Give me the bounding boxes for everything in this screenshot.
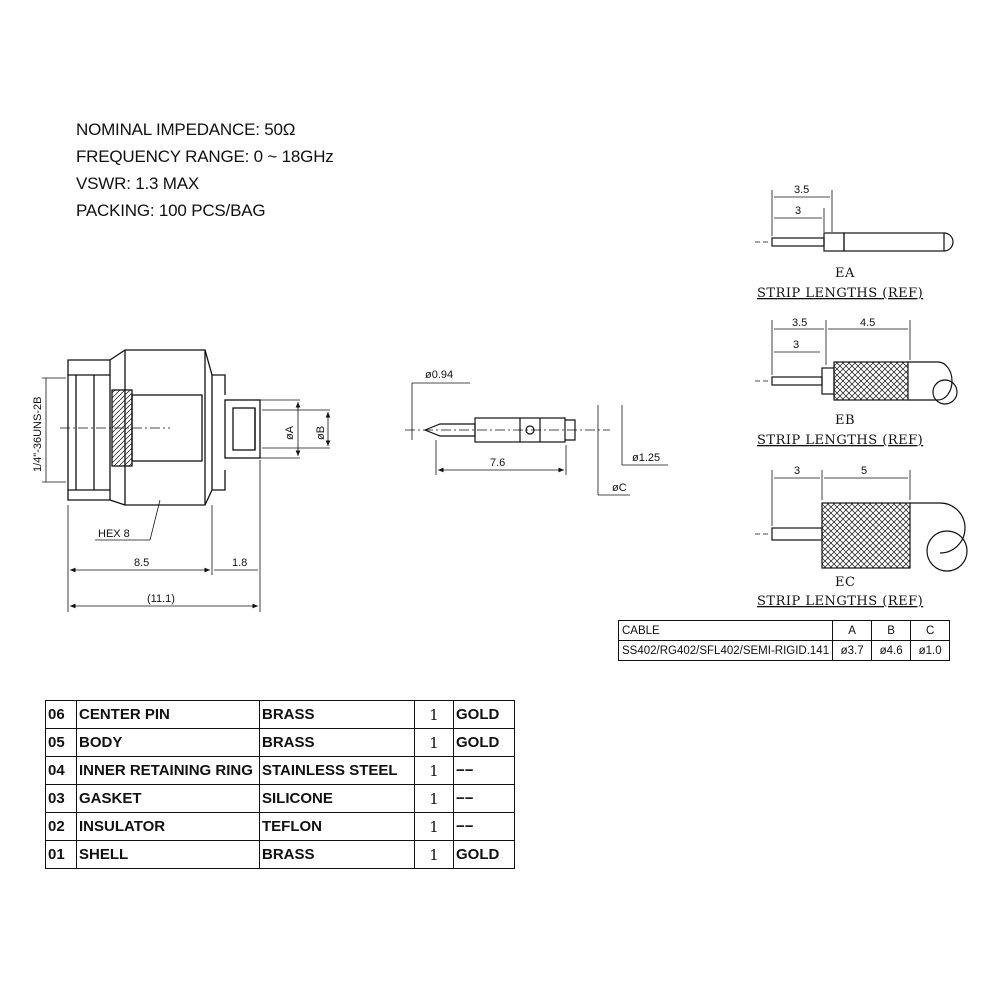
strip-eb-d2: 4.5 xyxy=(860,317,876,329)
cable-c: ø1.0 xyxy=(911,641,950,661)
bom-row xyxy=(46,813,515,841)
hex-label: HEX 8 xyxy=(98,528,130,540)
bom-name: INNER RETAINING RING xyxy=(77,757,260,785)
strip-eb-d3: 3 xyxy=(793,339,800,351)
spec-frequency: FREQUENCY RANGE: 0 ~ 18GHz xyxy=(76,147,334,166)
bom-no: 05 xyxy=(46,729,77,757)
bom-qty: 1 xyxy=(415,813,454,841)
bom-qty: 1 xyxy=(415,841,454,869)
bom-finish: −− xyxy=(454,757,515,785)
bom-material: SILICONE xyxy=(260,785,415,813)
thread-label: 1/4"-36UNS-2B xyxy=(32,396,44,472)
bom-material: BRASS xyxy=(260,841,415,869)
bom-name: GASKET xyxy=(77,785,260,813)
strip-ea-d2: 3 xyxy=(795,205,802,217)
strip-eb-caption: STRIP LENGTHS (REF) xyxy=(757,433,924,448)
bom-name: SHELL xyxy=(77,841,260,869)
pin-dia-c-label: øC xyxy=(612,482,627,494)
bom-qty: 1 xyxy=(415,785,454,813)
bom-material: TEFLON xyxy=(260,813,415,841)
bom-material: BRASS xyxy=(260,729,415,757)
cable-table xyxy=(618,620,950,661)
bill-of-materials xyxy=(45,700,515,869)
strip-eb-d1: 3.5 xyxy=(792,317,808,329)
spec-vswr: VSWR: 1.3 MAX xyxy=(76,174,200,193)
strip-ea-caption: STRIP LENGTHS (REF) xyxy=(757,286,924,301)
pin-dia-tip-label: ø0.94 xyxy=(425,369,454,381)
center-pin-drawing xyxy=(405,418,610,442)
strip-ea-drawing xyxy=(755,233,953,251)
bom-row xyxy=(46,701,515,729)
dim-total-label: (11.1) xyxy=(147,593,175,605)
dim-tail-label: 1.8 xyxy=(232,557,248,569)
strip-ec-drawing xyxy=(755,503,967,571)
dia-a-label: øA xyxy=(284,425,296,440)
cable-header-a: A xyxy=(833,621,872,641)
bom-no: 06 xyxy=(46,701,77,729)
bom-finish: GOLD xyxy=(454,701,515,729)
bom-name: BODY xyxy=(77,729,260,757)
spec-packing: PACKING: 100 PCS/BAG xyxy=(76,201,266,220)
bom-no: 02 xyxy=(46,813,77,841)
bom-row xyxy=(46,729,515,757)
cable-table-row xyxy=(619,641,950,661)
bom-finish: GOLD xyxy=(454,841,515,869)
bom-no: 03 xyxy=(46,785,77,813)
bom-row xyxy=(46,841,515,869)
bom-no: 01 xyxy=(46,841,77,869)
cable-b: ø4.6 xyxy=(872,641,911,661)
strip-ec-d1: 3 xyxy=(794,465,801,477)
cable-header-c: C xyxy=(911,621,950,641)
bom-material: STAINLESS STEEL xyxy=(260,757,415,785)
pin-dia-end-label: ø1.25 xyxy=(632,452,661,464)
bom-qty: 1 xyxy=(415,701,454,729)
dim-body-label: 8.5 xyxy=(134,557,150,569)
bom-name: CENTER PIN xyxy=(77,701,260,729)
bom-finish: GOLD xyxy=(454,729,515,757)
bom-finish: −− xyxy=(454,785,515,813)
connector-section-view xyxy=(60,350,260,505)
bom-qty: 1 xyxy=(415,757,454,785)
bom-row xyxy=(46,785,515,813)
bom-no: 04 xyxy=(46,757,77,785)
cable-type: SS402/RG402/SFL402/SEMI-RIGID.141 xyxy=(619,641,833,661)
cable-table-header xyxy=(619,621,950,641)
spec-impedance: NOMINAL IMPEDANCE: 50Ω xyxy=(76,120,296,139)
strip-ec-name: EC xyxy=(835,575,856,590)
dia-b-label: øB xyxy=(315,425,327,440)
strip-eb-drawing xyxy=(755,362,957,404)
cable-a: ø3.7 xyxy=(833,641,872,661)
bom-row xyxy=(46,757,515,785)
strip-ec-caption: STRIP LENGTHS (REF) xyxy=(757,594,924,609)
strip-eb-name: EB xyxy=(835,413,856,428)
pin-length-label: 7.6 xyxy=(490,457,506,469)
bom-finish: −− xyxy=(454,813,515,841)
strip-ec-d2: 5 xyxy=(861,465,868,477)
bom-material: BRASS xyxy=(260,701,415,729)
strip-ea-d1: 3.5 xyxy=(794,184,810,196)
cable-header-b: B xyxy=(872,621,911,641)
bom-name: INSULATOR xyxy=(77,813,260,841)
cable-header-cable: CABLE xyxy=(619,621,833,641)
strip-ea-name: EA xyxy=(835,266,855,281)
bom-qty: 1 xyxy=(415,729,454,757)
